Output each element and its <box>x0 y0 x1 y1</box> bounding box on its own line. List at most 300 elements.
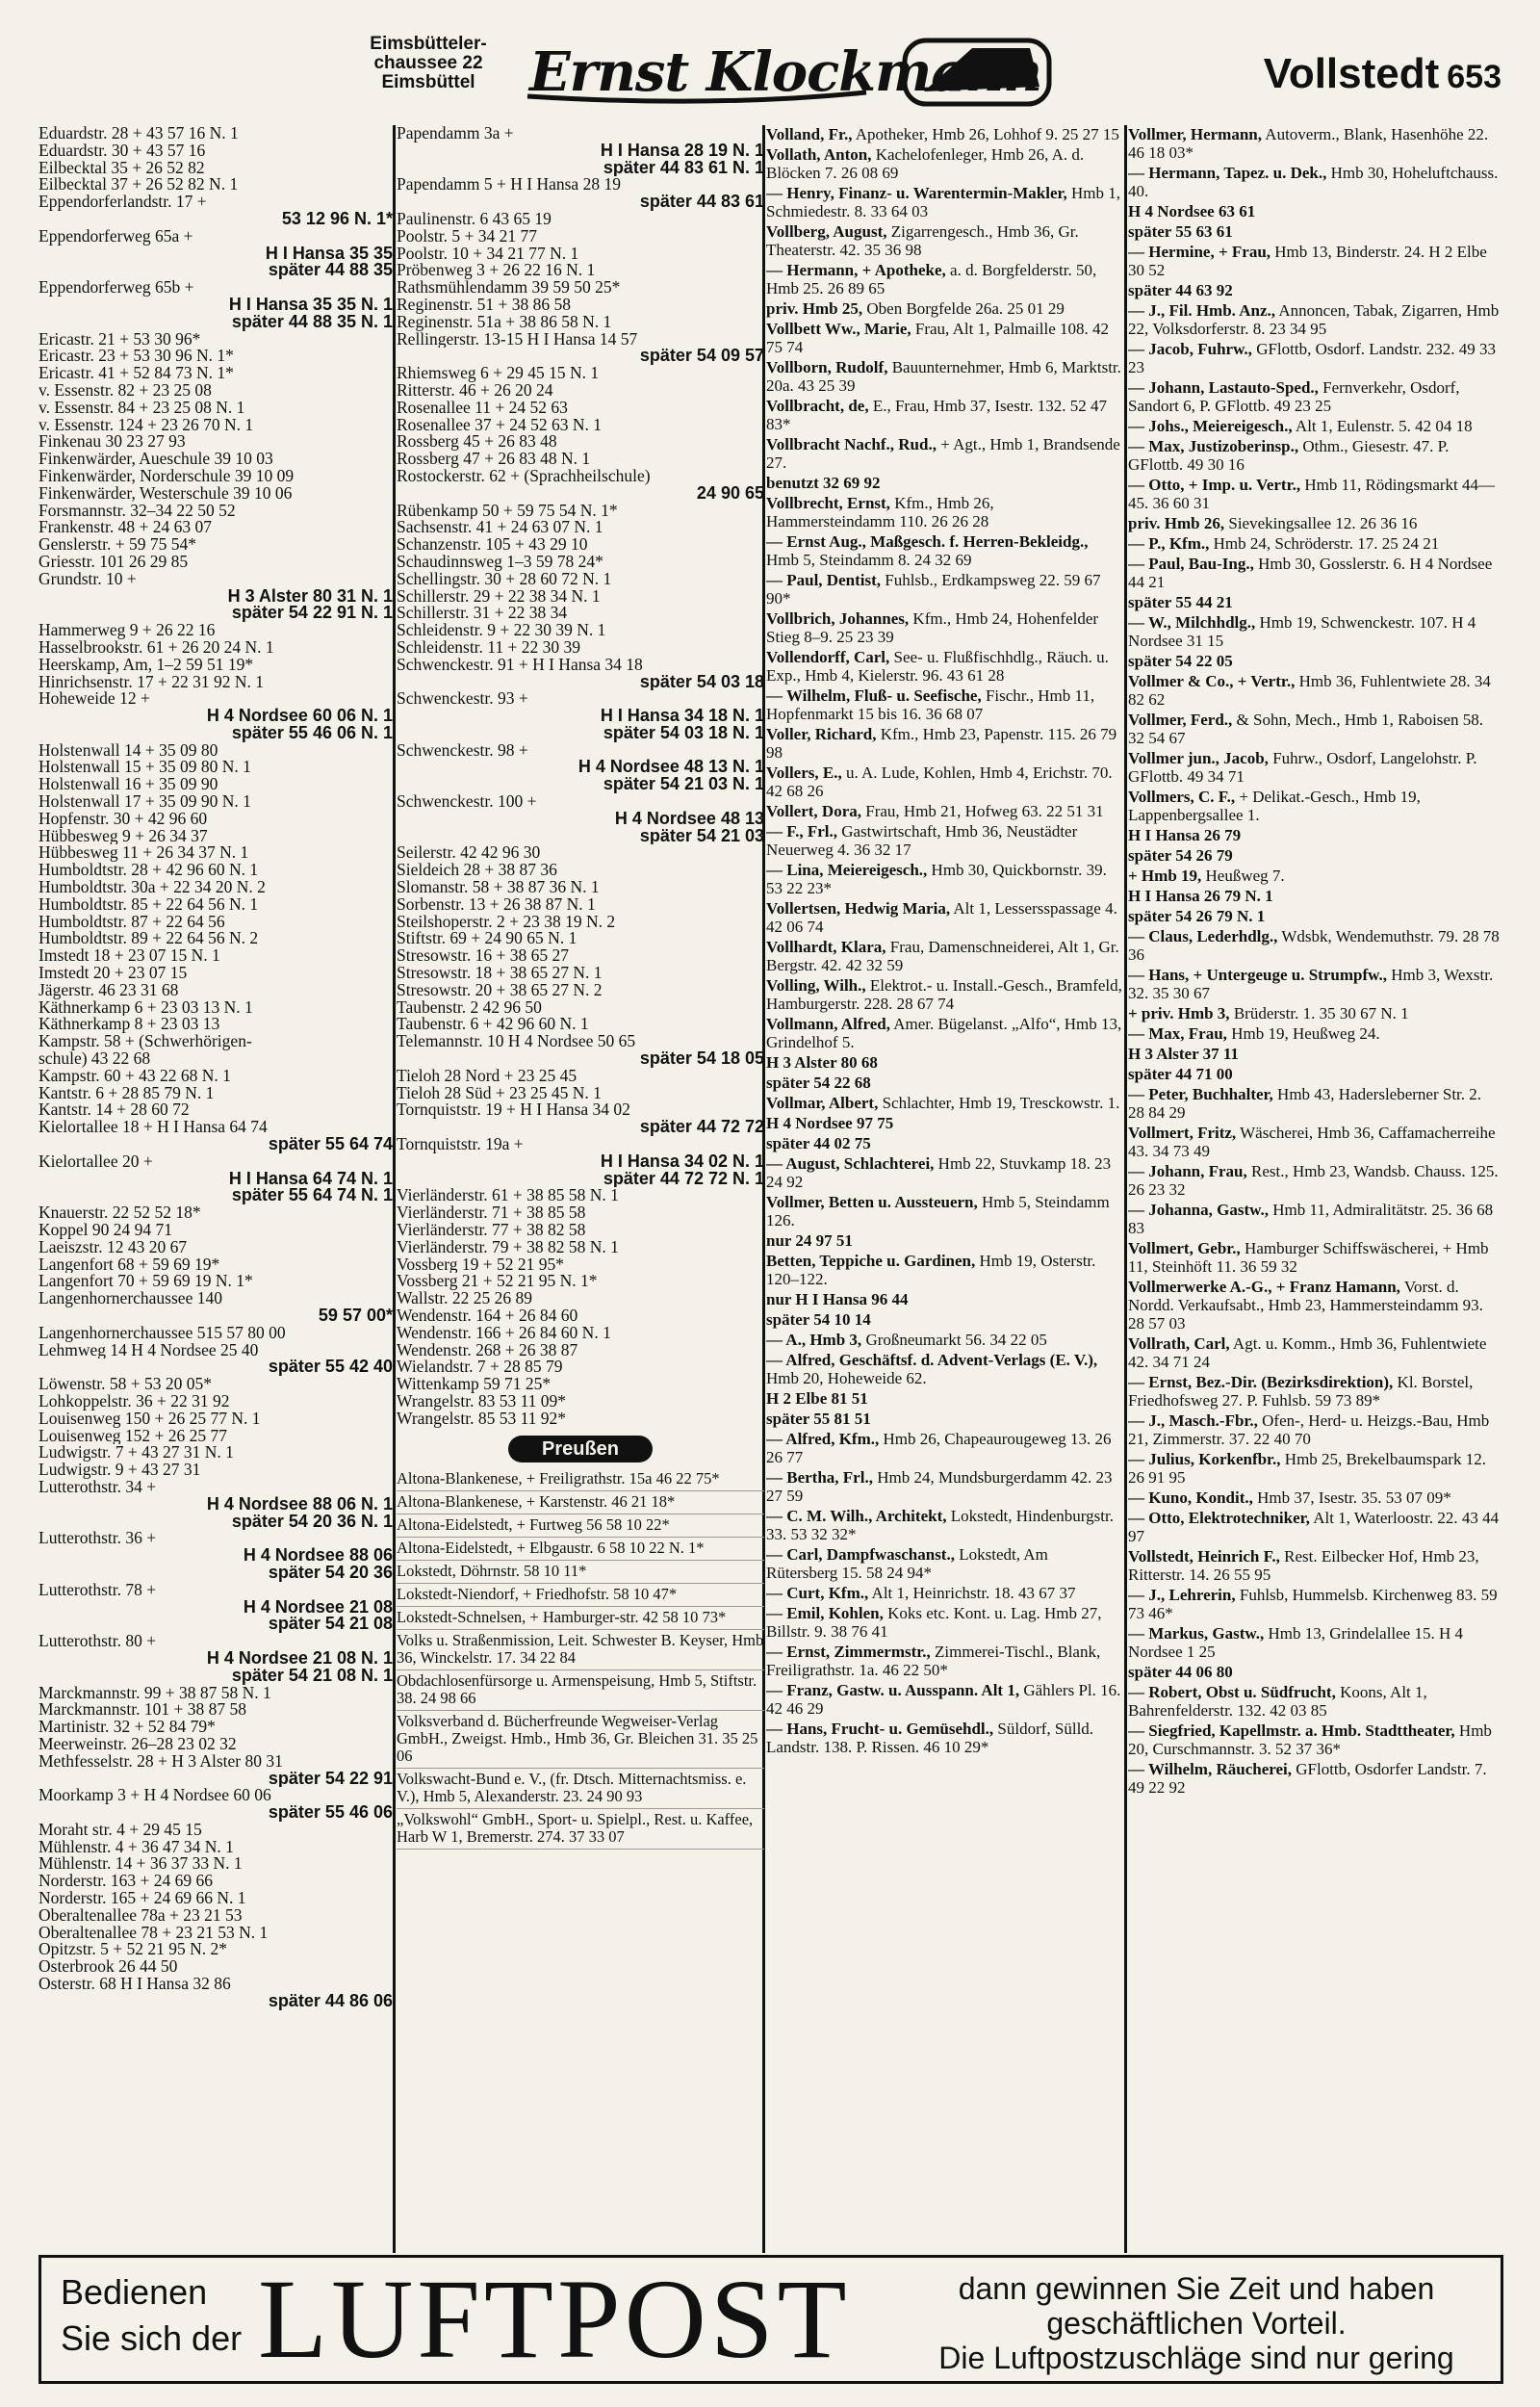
entry-name: Vollmer, Betten u. Aussteuern, <box>766 1193 978 1211</box>
entry-name: — Bertha, Frl., <box>766 1468 873 1487</box>
entry-name: — Lina, Meiereigesch., <box>766 861 928 879</box>
street-entry: Finkenau 30 23 27 93 <box>38 433 186 452</box>
entry-name: benutzt 32 69 92 <box>766 474 881 492</box>
entry-name: — J., Lehrerin, <box>1128 1586 1236 1604</box>
entry-name: — J., Masch.-Fbr., <box>1128 1411 1258 1430</box>
directory-entry: + Hmb 19, Heußweg 7. <box>1128 867 1285 885</box>
entry-name: Volland, Fr., <box>766 125 853 143</box>
directory-entry <box>1128 846 1502 865</box>
directory-entry: — F., Frl., Gastwirtschaft, Hmb 36, Neustädter Neuerweg 4. 36 32 17 <box>766 822 1078 859</box>
organization-entry: Volkswacht-Bund e. V., (fr. Dtsch. Mitternachtsmiss. e. V.), Hmb 5, Alexanderstr. 23. 24 90 93 <box>397 1771 764 1809</box>
directory-entry: — J., Masch.-Fbr., Ofen-, Herd- u. Heizgs.-Bau, Hmb 21, Zimmerstr. 37. 22 40 70 <box>1128 1411 1490 1448</box>
entry-name: Vollmert, Gebr., <box>1128 1239 1241 1257</box>
directory-entry: — Alfred, Geschäftsf. d. Advent-Verlags (E. V.), Hmb 20, Hoheweide 62. <box>766 1351 1098 1387</box>
directory-entry <box>766 1231 1122 1250</box>
street-entry: Ritterstr. 46 + 26 20 24 <box>397 381 553 400</box>
directory-entry: — Otto, + Imp. u. Vertr., Hmb 11, Rödingsmarkt 44—45. 36 60 31 <box>1128 476 1496 512</box>
street-entry: Lutterothstr. 36 + <box>38 1530 157 1548</box>
street-entry: Eilbecktal 35 + 26 52 82 <box>38 159 205 177</box>
organization-entry: Volksverband d. Bücherfreunde Wegweiser-Verlag GmbH., Zweigst. Hmb., Hmb 36, Gr. Bleichen 31. 35 25 06 <box>397 1713 764 1769</box>
page-title <box>1264 50 1502 98</box>
street-entry: H I Hansa 34 02 N. 1 <box>600 1152 764 1171</box>
directory-entry: Vollmer, Hermann, Autoverm., Blank, Hasenhöhe 22. 46 18 03* <box>1128 125 1489 162</box>
street-entry: 59 57 00* <box>318 1307 393 1325</box>
directory-entry: Vollmann, Alfred, Amer. Bügelanst. „Alfo“, Hmb 13, Grindelhof 5. <box>766 1015 1122 1051</box>
street-entry: später 44 72 72 <box>639 1119 764 1137</box>
entry-name: — Paul, Bau-Ing., <box>1128 555 1254 573</box>
street-entry: Sorbenstr. 13 + 26 38 87 N. 1 <box>397 895 596 914</box>
street-entry: Finkenwärder, Westerschule 39 10 06 <box>38 484 293 503</box>
street-entry: Imstedt 20 + 23 07 15 <box>38 965 188 982</box>
directory-entry: — Hans, + Untergeuge u. Strumpfw., Hmb 3, Wexstr. 32. 35 30 67 <box>1128 966 1494 1002</box>
directory-entry: — Hermann, + Apotheke, a. d. Borgfelderstr. 50, Hmb 25. 26 89 65 <box>766 261 1097 298</box>
directory-entry: — Paul, Dentist, Fuhlsb., Erdkampsweg 22. 59 67 90* <box>766 571 1101 608</box>
directory-entry: Vollmer, Betten u. Aussteuern, Hmb 5, Steindamm 126. <box>766 1193 1110 1229</box>
street-entry: Stresowstr. 20 + 38 65 27 N. 2 <box>397 981 603 999</box>
entry-name: Vollmar, Albert, <box>766 1094 879 1112</box>
directory-entry: Voller, Richard, Kfm., Hmb 23, Papenstr. 115. 26 79 98 <box>766 725 1117 762</box>
directory-entry: Vollers, E., u. A. Lude, Kohlen, Hmb 4, Erichstr. 70. 42 68 26 <box>766 764 1113 800</box>
entry-name: — Hans, Frucht- u. Gemüsehdl., <box>766 1720 994 1738</box>
street-entry: Kielortallee 20 + <box>38 1152 153 1171</box>
entry-name: — Ernst, Bez.-Dir. (Bezirksdirektion), <box>1128 1373 1394 1391</box>
street-entry: Rellingerstr. 13-15 H I Hansa 14 57 <box>397 330 638 349</box>
entry-name: — Hermann, Tapez. u. Dek., <box>1128 164 1327 182</box>
entry-name: Vollertsen, Hedwig Maria, <box>766 899 951 918</box>
entry-name: H 4 Nordsee 63 61 <box>1128 202 1256 220</box>
street-entry: H 4 Nordsee 60 06 N. 1 <box>206 708 393 725</box>
directory-entry: — Lina, Meiereigesch., Hmb 30, Quickbornstr. 39. 53 22 23* <box>766 861 1107 897</box>
street-entry: Hinrichsenstr. 17 + 22 31 92 N. 1 <box>38 673 264 691</box>
directory-entry <box>766 1134 1122 1152</box>
street-entry: Papendamm 3a + <box>397 125 514 142</box>
street-entry: Taubenstr. 2 42 96 50 <box>397 998 542 1017</box>
directory-entry <box>766 1410 1122 1428</box>
street-entry: Kampstr. 60 + 43 22 68 N. 1 <box>38 1067 231 1085</box>
directory-entry: — Wilhelm, Räucherei, GFlottb, Osdorfer Landstr. 7. 49 22 92 <box>1128 1760 1487 1797</box>
organization-entry: Altona-Eidelstedt, + Furtweg 56 58 10 22* <box>397 1516 764 1538</box>
entry-name: später 54 22 68 <box>766 1074 871 1092</box>
entry-name: — Henry, Finanz- u. Warentermin-Makler, <box>766 184 1067 202</box>
street-entry: später 54 20 36 N. 1 <box>231 1513 393 1531</box>
directory-entry: — Hermine, + Frau, Hmb 13, Binderstr. 24. H 2 Elbe 30 52 <box>1128 243 1487 279</box>
street-entry: später 54 21 03 <box>639 827 764 845</box>
directory-entry: — Ernst, Bez.-Dir. (Bezirksdirektion), Kl. Borstel, Friedhofsweg 27. P. Fuhlsb. 59 73 89* <box>1128 1373 1474 1410</box>
street-entry: Oberaltenallee 78 + 23 21 53 N. 1 <box>38 1924 269 1942</box>
ad-headline: LUFTPOST <box>258 2256 851 2382</box>
street-entry: Forsmannstr. 32–34 22 50 52 <box>38 502 236 520</box>
street-entry: Wrangelstr. 85 53 11 92* <box>397 1410 567 1428</box>
entry-name: Vollbrecht, Ernst, <box>766 494 890 512</box>
street-entry: Tieloh 28 Nord + 23 25 45 <box>397 1067 578 1085</box>
directory-entry <box>1128 1045 1502 1063</box>
directory-entry: Vollmert, Fritz, Wäscherei, Hmb 36, Caffamacherreihe 43. 34 73 49 <box>1128 1124 1496 1160</box>
entry-name: später 54 26 79 N. 1 <box>1128 907 1266 925</box>
street-entry: später 44 86 06 <box>268 1992 393 2010</box>
organization-entry: Altona-Blankenese, + Karstenstr. 46 21 18* <box>397 1493 764 1514</box>
entry-name: — F., Frl., <box>766 822 837 841</box>
entry-name: — Siegfried, Kapellmstr. a. Hmb. Stadttheater, <box>1128 1721 1455 1740</box>
directory-entry <box>1128 652 1502 670</box>
street-entry: Löwenstr. 58 + 53 20 05* <box>38 1376 212 1393</box>
entry-name: — Wilhelm, Fluß- u. Seefische, <box>766 686 982 705</box>
entry-name: priv. Hmb 25, <box>766 299 863 318</box>
entry-name: — Hans, + Untergeuge u. Strumpfw., <box>1128 966 1387 984</box>
entry-name: — Paul, Dentist, <box>766 571 881 589</box>
entry-name: — August, Schlachterei, <box>766 1154 935 1173</box>
entry-name: Vollmer, Ferd., <box>1128 711 1233 729</box>
entry-name: Vollborn, Rudolf, <box>766 358 888 376</box>
street-entry: später 55 46 06 N. 1 <box>231 724 393 742</box>
entry-name: H I Hansa 26 79 N. 1 <box>1128 887 1273 905</box>
entry-name: H 2 Elbe 81 51 <box>766 1389 868 1408</box>
street-entry: Kielortallee 18 + H I Hansa 64 74 <box>38 1119 268 1137</box>
shop-logo <box>520 29 1059 116</box>
directory-entry: — Hans, Frucht- u. Gemüsehdl., Süldorf, Sülld. Landstr. 138. P. Rissen. 46 10 29* <box>766 1720 1094 1756</box>
street-entry: Rossberg 47 + 26 83 48 N. 1 <box>397 451 591 468</box>
column-directory-4 <box>1128 125 1502 1799</box>
street-entry: H I Hansa 34 18 N. 1 <box>600 708 764 725</box>
street-entry: Heerskamp, Am, 1–2 59 51 19* <box>38 656 254 674</box>
directory-entry <box>1128 907 1502 925</box>
street-entry: Schwenckestr. 91 + H I Hansa 34 18 <box>397 656 643 674</box>
street-entry: später 44 88 35 N. 1 <box>231 313 393 331</box>
directory-entry: — Curt, Kfm., Alt 1, Heinrichstr. 18. 43 67 37 <box>766 1584 1076 1602</box>
street-entry: Norderstr. 165 + 24 69 66 N. 1 <box>38 1890 246 1907</box>
address-line: Eimsbüttel <box>381 72 475 92</box>
street-list <box>397 125 764 1428</box>
street-entry: Hasselbrookstr. 61 + 26 20 24 N. 1 <box>38 638 274 657</box>
entry-name: — Kuno, Kondit., <box>1128 1488 1253 1507</box>
street-entry: Langenfort 68 + 59 69 19* <box>38 1255 220 1274</box>
street-entry: Kantstr. 14 + 28 60 72 <box>38 1101 190 1120</box>
directory-entry: Vollbett Ww., Marie, Frau, Alt 1, Palmaille 108. 42 75 74 <box>766 320 1110 356</box>
directory-entry: — Franz, Gastw. u. Ausspann. Alt 1, Gählers Pl. 16. 42 46 29 <box>766 1681 1121 1718</box>
street-entry: schule) 43 22 68 <box>38 1050 151 1068</box>
street-entry: Humboldtstr. 28 + 42 96 60 N. 1 <box>38 862 259 880</box>
entry-name: — J., Fil. Hmb. Anz., <box>1128 301 1276 320</box>
street-entry: Vierländerstr. 77 + 38 82 58 <box>397 1222 586 1239</box>
column-divider <box>393 125 396 2253</box>
directory-entry: — Johs., Meiereigesch., Alt 1, Eulenstr. 5. 42 04 18 <box>1128 417 1473 435</box>
street-entry: Schanzenstr. 105 + 43 29 10 <box>397 536 588 554</box>
column-street-list-1 <box>38 125 393 2010</box>
street-entry: H 4 Nordsee 88 06 <box>243 1547 393 1565</box>
entry-name: Vollendorff, Carl, <box>766 648 890 666</box>
street-entry: Ericastr. 41 + 52 84 73 N. 1* <box>38 365 234 382</box>
directory-entry: — P., Kfm., Hmb 24, Schröderstr. 17. 25 24 21 <box>1128 534 1440 553</box>
entry-name: später 44 02 75 <box>766 1134 871 1152</box>
street-entry: Osterbrook 26 44 50 <box>38 1958 178 1977</box>
ad-line: Die Luftpostzuschläge sind nur gering <box>938 2341 1454 2375</box>
street-entry: später 55 46 06 <box>268 1804 393 1822</box>
entry-name: Vollmann, Alfred, <box>766 1015 890 1033</box>
directory-entry <box>766 1310 1122 1329</box>
luftpost-advertisement <box>38 2255 1503 2384</box>
entry-name: später 54 22 05 <box>1128 652 1233 670</box>
entry-name: — Otto, Elektrotechniker, <box>1128 1509 1310 1527</box>
street-entry: Eduardstr. 28 + 43 57 16 N. 1 <box>38 125 239 142</box>
street-entry: Eppendorferweg 65b + <box>38 279 194 297</box>
street-entry: Frankenstr. 48 + 24 63 07 <box>38 519 212 537</box>
entry-name: H 4 Nordsee 97 75 <box>766 1114 894 1132</box>
directory-entry: — Paul, Bau-Ing., Hmb 30, Gosslerstr. 6. H 4 Nordsee 44 21 <box>1128 555 1493 591</box>
street-entry: Steilshoperstr. 2 + 23 38 19 N. 2 <box>397 913 616 931</box>
directory-entry <box>1128 1663 1502 1681</box>
street-entry: Stiftstr. 69 + 24 90 65 N. 1 <box>397 930 578 948</box>
street-entry: Käthnerkamp 6 + 23 03 13 N. 1 <box>38 998 253 1017</box>
street-entry: Hopfenstr. 30 + 42 96 60 <box>38 810 208 828</box>
street-entry: Griesstr. 101 26 29 85 <box>38 553 189 571</box>
street-entry: Wallstr. 22 25 26 89 <box>397 1290 533 1307</box>
street-entry: Norderstr. 163 + 24 69 66 <box>38 1873 213 1891</box>
street-entry: Wendenstr. 166 + 26 84 60 N. 1 <box>397 1324 611 1342</box>
directory-entry: Vollberg, August, Zigarrengesch., Hmb 36, Gr. Theaterstr. 42. 35 36 98 <box>766 222 1079 259</box>
street-entry: Schwenckestr. 98 + <box>397 741 528 760</box>
street-entry: Ludwigstr. 7 + 43 27 31 N. 1 <box>38 1444 234 1462</box>
street-entry: Seilerstr. 42 42 96 30 <box>397 844 541 863</box>
directory-entry: — Johann, Lastauto-Sped., Fernverkehr, Osdorf, Sandort 6, P. GFlottb. 49 23 25 <box>1128 378 1460 415</box>
street-entry: Genslerstr. + 59 75 54* <box>38 536 196 554</box>
street-entry: Langenfort 70 + 59 69 19 N. 1* <box>38 1273 253 1291</box>
entry-name: H 3 Alster 80 68 <box>766 1053 878 1072</box>
street-entry: H 4 Nordsee 48 13 N. 1 <box>578 759 764 777</box>
ad-right-text <box>908 2271 1485 2375</box>
directory-entry: + priv. Hmb 3, Brüderstr. 1. 35 30 67 N. 1 <box>1128 1004 1409 1022</box>
ad-line: geschäftlichen Vorteil. <box>1046 2306 1347 2341</box>
page-number: 653 <box>1447 59 1502 95</box>
entry-name: — W., Milchhdlg., <box>1128 613 1256 632</box>
entry-name: Vollbracht, de, <box>766 397 869 415</box>
street-entry: Vierländerstr. 79 + 38 82 58 N. 1 <box>397 1238 619 1256</box>
section-banner: Preußen <box>508 1436 653 1462</box>
entry-name: — Peter, Buchhalter, <box>1128 1085 1273 1103</box>
directory-entry: — Ernst, Zimmermstr., Zimmerei-Tischl., Blank, Freiligrathstr. 1a. 46 22 50* <box>766 1643 1101 1679</box>
directory-entry: — J., Fil. Hmb. Anz., Annoncen, Tabak, Zigarren, Hmb 22, Volksdorferstr. 8. 23 34 95 <box>1128 301 1500 338</box>
street-entry: Finkenwärder, Aueschule 39 10 03 <box>38 451 273 468</box>
ad-line: Bedienen <box>61 2272 208 2312</box>
directory-entry: Vollmer & Co., + Vertr., Hmb 36, Fuhlentwiete 28. 34 82 62 <box>1128 672 1491 709</box>
street-entry: Koppel 90 24 94 71 <box>38 1222 173 1239</box>
street-entry: v. Essenstr. 82 + 23 25 08 <box>38 381 212 400</box>
street-entry: später 54 22 91 N. 1 <box>231 605 393 623</box>
directory-entry <box>766 1074 1122 1092</box>
street-entry: H 4 Nordsee 21 08 N. 1 <box>206 1649 393 1668</box>
directory-entry: Vollert, Dora, Frau, Hmb 21, Hofweg 63. 22 51 31 <box>766 802 1104 820</box>
directory-entry: Vollbrecht, Ernst, Kfm., Hmb 26, Hammersteindamm 110. 26 26 28 <box>766 494 994 531</box>
directory-entry: — Jacob, Fuhrw., GFlottb, Osdorf. Landstr. 232. 49 33 23 <box>1128 340 1497 376</box>
organization-entry: Altona-Eidelstedt, + Elbgaustr. 6 58 10 22 N. 1* <box>397 1540 764 1561</box>
directory-entry: — Johann, Frau, Rest., Hmb 23, Wandsb. Chauss. 125. 26 23 32 <box>1128 1162 1499 1199</box>
street-entry: Poolstr. 10 + 34 21 77 N. 1 <box>397 245 579 263</box>
organization-entry: Obdachlosenfürsorge u. Armenspeisung, Hmb 5, Stiftstr. 38. 24 98 66 <box>397 1672 764 1711</box>
entry-name: — Markus, Gastw., <box>1128 1624 1265 1643</box>
street-entry: Tieloh 28 Süd + 23 25 45 N. 1 <box>397 1084 602 1102</box>
ad-line: dann gewinnen Sie Zeit und haben <box>958 2271 1435 2306</box>
entry-name: — Ernst, Zimmermstr., <box>766 1643 931 1661</box>
ad-left-text <box>61 2269 242 2362</box>
street-entry: Schillerstr. 29 + 22 38 34 N. 1 <box>397 587 601 606</box>
address-line: chaussee 22 <box>373 53 483 73</box>
street-entry: Vierländerstr. 71 + 38 85 58 <box>397 1204 586 1222</box>
entry-name: H 3 Alster 37 11 <box>1128 1045 1239 1063</box>
street-entry: Wittenkamp 59 71 25* <box>397 1376 552 1393</box>
street-entry: H 4 Nordsee 48 13 <box>614 810 764 828</box>
directory-entry: Vollmer jun., Jacob, Fuhrw., Osdorf, Langelohstr. P. GFlottb. 49 34 71 <box>1128 749 1477 786</box>
street-entry: Schwenckestr. 100 + <box>397 793 537 811</box>
street-entry: Martinistr. 32 + 52 84 79* <box>38 1719 216 1736</box>
directory-entry: Volling, Wilh., Elektrot.- u. Install.-Gesch., Bramfeld, Hamburgerstr. 228. 28 67 74 <box>766 976 1122 1013</box>
street-entry: H 4 Nordsee 88 06 N. 1 <box>206 1495 393 1514</box>
entry-name: — Max, Frau, <box>1128 1024 1227 1043</box>
street-entry: H I Hansa 64 74 N. 1 <box>228 1170 393 1188</box>
street-entry: Sachsenstr. 41 + 24 63 07 N. 1 <box>397 519 603 537</box>
entry-name: — Johs., Meiereigesch., <box>1128 417 1293 435</box>
directory-entry: — Alfred, Kfm., Hmb 26, Chapeaurougeweg 13. 26 26 77 <box>766 1430 1112 1466</box>
street-entry: Wendenstr. 268 + 26 38 87 <box>397 1341 578 1359</box>
directory-entry: — C. M. Wilh., Architekt, Lokstedt, Hindenburgstr. 33. 53 32 32* <box>766 1507 1114 1543</box>
street-entry: Grundstr. 10 + <box>38 570 137 588</box>
directory-entry: Vollmerwerke A.-G., + Franz Hamann, Vorst. d. Nordd. Verkaufsabt., Hmb 23, Hammersteindamm 93. 28 57 03 <box>1128 1278 1483 1333</box>
entry-name: Voller, Richard, <box>766 725 877 743</box>
directory-entry <box>1128 222 1502 241</box>
street-entry: Stresowstr. 16 + 38 65 27 <box>397 947 570 966</box>
shop-address <box>351 35 505 92</box>
street-entry: H 4 Nordsee 21 08 <box>243 1598 393 1617</box>
street-entry: Holstenwall 16 + 35 09 90 <box>38 776 218 794</box>
directory-entry: — Emil, Kohlen, Koks etc. Kont. u. Lag. Hmb 27, Billstr. 9. 38 76 41 <box>766 1604 1102 1641</box>
street-entry: Lehmweg 14 H 4 Nordsee 25 40 <box>38 1341 259 1359</box>
directory-entry: Vollmer, Ferd., & Sohn, Mech., Hmb 1, Raboisen 58. 32 54 67 <box>1128 711 1483 747</box>
entry-name: Vollmert, Fritz, <box>1128 1124 1237 1142</box>
directory-entry: Vollbrich, Johannes, Kfm., Hmb 24, Hohenfelder Stieg 8–9. 25 23 39 <box>766 609 1099 646</box>
street-entry: Meerweinstr. 26–28 23 02 32 <box>38 1735 237 1753</box>
street-entry: Kantstr. 6 + 28 85 79 N. 1 <box>38 1084 215 1102</box>
directory-entry: Vollmers, C. F., + Delikat.-Gesch., Hmb 19, Lappenbergsallee 1. <box>1128 788 1421 824</box>
directory-entry: priv. Hmb 26, Sievekingsallee 12. 26 36 16 <box>1128 514 1418 532</box>
directory-entry: Vollborn, Rudolf, Bauunternehmer, Hmb 6, Marktstr. 20a. 43 25 39 <box>766 358 1121 395</box>
directory-entry: Vollrath, Carl, Agt. u. Komm., Hmb 36, Fuhlentwiete 42. 34 71 24 <box>1128 1334 1487 1371</box>
logo-text: Ernst Klockmann <box>529 40 1041 104</box>
organization-list <box>397 1470 764 1850</box>
street-entry: Eppendorferlandstr. 17 + <box>38 194 207 211</box>
street-entry: Holstenwall 17 + 35 09 90 N. 1 <box>38 793 251 811</box>
street-entry: Hammerweg 9 + 26 22 16 <box>38 622 216 639</box>
street-entry: Schleidenstr. 11 + 22 30 39 <box>397 638 581 657</box>
entry-name: — A., Hmb 3, <box>766 1331 862 1349</box>
street-entry: Imstedt 18 + 23 07 15 N. 1 <box>38 947 220 966</box>
street-entry: Osterstr. 68 H I Hansa 32 86 <box>38 1976 231 1993</box>
street-entry: später 54 22 91 <box>268 1770 393 1788</box>
street-entry: Louisenweg 150 + 26 25 77 N. 1 <box>38 1410 261 1428</box>
street-entry: später 44 88 35 <box>268 262 393 280</box>
street-entry: später 44 83 61 <box>639 194 764 211</box>
entry-name: — Johann, Lastauto-Sped., <box>1128 378 1319 397</box>
street-entry: Schaudinnsweg 1–3 59 78 24* <box>397 553 603 571</box>
page-header <box>38 29 1502 116</box>
column-directory-3 <box>766 125 1122 1758</box>
street-entry: später 54 09 57 <box>639 348 764 366</box>
street-entry: Lutterothstr. 80 + <box>38 1633 157 1650</box>
street-entry: Rosenallee 37 + 24 52 63 N. 1 <box>397 416 603 434</box>
directory-entry <box>766 1114 1122 1132</box>
directory-entry <box>1128 826 1502 844</box>
street-entry: später 55 64 74 <box>268 1136 393 1153</box>
street-entry: H I Hansa 28 19 N. 1 <box>600 142 764 160</box>
organization-entry: Altona-Blankenese, + Freiligrathstr. 15a 46 22 75* <box>397 1470 764 1491</box>
street-entry: Ericastr. 21 + 53 30 96* <box>38 330 201 349</box>
street-entry: später 54 03 18 <box>639 673 764 691</box>
directory-entry: — Peter, Buchhalter, Hmb 43, Hadersleberner Str. 2. 28 84 29 <box>1128 1085 1482 1122</box>
entry-name: später 44 06 80 <box>1128 1663 1233 1681</box>
entry-name: später 55 63 61 <box>1128 222 1233 241</box>
entry-name: — Johann, Frau, <box>1128 1162 1247 1180</box>
street-entry: Moraht str. 4 + 29 45 15 <box>38 1821 202 1839</box>
street-entry: Jägerstr. 46 23 31 68 <box>38 981 179 999</box>
street-entry: H 3 Alster 80 31 N. 1 <box>227 587 393 606</box>
directory-entry: Volland, Fr., Apotheker, Hmb 26, Lohhof 9. 25 27 15 <box>766 125 1119 143</box>
entry-name: + priv. Hmb 3, <box>1128 1004 1230 1022</box>
street-entry: 24 90 65 <box>696 484 764 503</box>
directory-entry: — Julius, Korkenfbr., Hmb 25, Brekelbaumspark 12. 26 91 95 <box>1128 1450 1486 1487</box>
entry-name: — Alfred, Geschäftsf. d. Advent-Verlags (E. V.), <box>766 1351 1098 1369</box>
street-entry: Knauerstr. 22 52 52 18* <box>38 1204 201 1222</box>
directory-entry: — Claus, Lederhdlg., Wdsbk, Wendemuthstr. 79. 28 78 36 <box>1128 927 1500 964</box>
directory-entry: — Bertha, Frl., Hmb 24, Mundsburgerdamm 42. 23 27 59 <box>766 1468 1113 1505</box>
entry-name: Vollbett Ww., Marie, <box>766 320 911 338</box>
street-entry: Humboldtstr. 89 + 22 64 56 N. 2 <box>38 930 259 948</box>
directory-entry: — A., Hmb 3, Großneumarkt 56. 34 22 05 <box>766 1331 1047 1349</box>
entry-name: Vollers, E., <box>766 764 842 782</box>
street-entry: Ludwigstr. 9 + 43 27 31 <box>38 1462 201 1479</box>
entry-name: Vollmer, Hermann, <box>1128 125 1262 143</box>
entry-name: — C. M. Wilh., Architekt, <box>766 1507 947 1525</box>
entry-name: nur H I Hansa 96 44 <box>766 1290 909 1308</box>
street-entry: später 44 72 72 N. 1 <box>603 1170 764 1188</box>
organization-entry: Lokstedt-Niendorf, + Friedhofstr. 58 10 47* <box>397 1586 764 1607</box>
street-entry: Käthnerkamp 8 + 23 03 13 <box>38 1016 220 1034</box>
street-entry: Lutterothstr. 34 + <box>38 1478 157 1496</box>
directory-entry: priv. Hmb 25, Oben Borgfelde 26a. 25 01 29 <box>766 299 1065 318</box>
entry-name: — Julius, Korkenfbr., <box>1128 1450 1281 1468</box>
entry-name: — Carl, Dampfwaschanst., <box>766 1545 955 1564</box>
entry-name: Vollmerwerke A.-G., + Franz Hamann, <box>1128 1278 1400 1296</box>
street-entry: Schellingstr. 30 + 28 60 72 N. 1 <box>397 570 612 588</box>
street-entry: später 54 03 18 N. 1 <box>603 724 764 742</box>
directory-entry: Vollmar, Albert, Schlachter, Hmb 19, Tresckowstr. 1. <box>766 1094 1120 1112</box>
street-entry: Ericastr. 23 + 53 30 96 N. 1* <box>38 348 234 366</box>
street-entry: v. Essenstr. 84 + 23 25 08 N. 1 <box>38 399 245 417</box>
street-entry: Langenhornerchaussee 515 57 80 00 <box>38 1324 286 1342</box>
street-entry: Vossberg 19 + 52 21 95* <box>397 1255 565 1274</box>
street-entry: Laeiszstr. 12 43 20 67 <box>38 1238 188 1256</box>
entry-name: Vollmer & Co., + Vertr., <box>1128 672 1296 690</box>
entry-name: Betten, Teppiche u. Gardinen, <box>766 1252 976 1270</box>
directory-entry: — Henry, Finanz- u. Warentermin-Makler, Hmb 1, Schmiedestr. 8. 33 64 03 <box>766 184 1121 220</box>
directory-entry: — Max, Justizoberinsp., Othm., Giesestr. 47. P. GFlottb. 49 30 16 <box>1128 437 1450 474</box>
street-entry: Eppendorferweg 65a + <box>38 227 193 246</box>
street-entry: v. Essenstr. 124 + 23 26 70 N. 1 <box>38 416 254 434</box>
street-entry: Humboldtstr. 87 + 22 64 56 <box>38 913 225 931</box>
organization-entry: Volks u. Straßenmission, Leit. Schwester B. Keyser, Hmb 36, Winckelstr. 17. 34 22 84 <box>397 1632 764 1670</box>
street-entry: Humboldtstr. 30a + 22 34 20 N. 2 <box>38 879 266 896</box>
directory-entry: Betten, Teppiche u. Gardinen, Hmb 19, Osterstr. 120–122. <box>766 1252 1096 1288</box>
entry-name: — Hermann, + Apotheke, <box>766 261 946 279</box>
entry-name: — Max, Justizoberinsp., <box>1128 437 1299 455</box>
directory-entry <box>766 474 1122 492</box>
street-entry: später 54 21 08 N. 1 <box>231 1667 393 1685</box>
street-entry: Stresowstr. 18 + 38 65 27 N. 1 <box>397 965 603 982</box>
